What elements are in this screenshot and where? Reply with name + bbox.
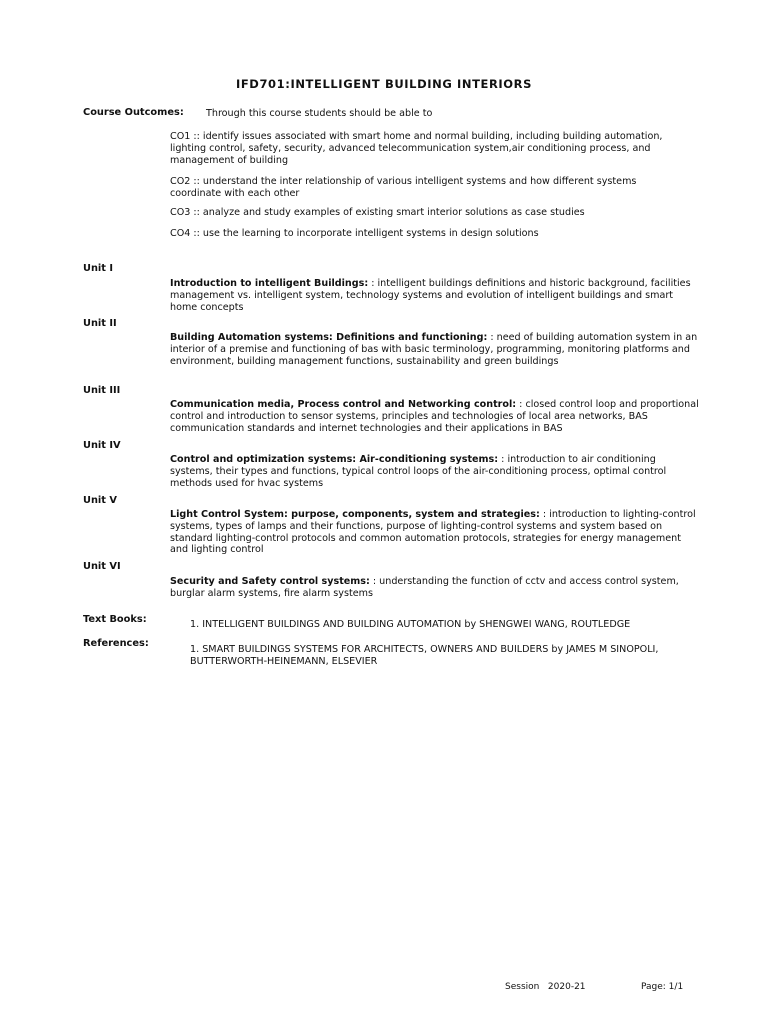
document-title: IFD701:INTELLIGENT BUILDING INTERIORS bbox=[235, 77, 533, 91]
unit-5-heading: Light Control System: purpose, components, system and strategies: bbox=[170, 509, 540, 520]
unit-5-text: : introduction to lighting-control systems, types of lamps and their functions, purpose of lighting-control systems and system based on standard lighting-control protocols and common automation protocols, strategies for energy management and lighting control bbox=[170, 509, 696, 556]
unit-3-label: Unit III bbox=[83, 385, 121, 396]
unit-3-body bbox=[170, 399, 700, 434]
unit-6-text: : understanding the function of cctv and access control system, burglar alarm systems, fire alarm systems bbox=[170, 576, 679, 599]
unit-4-body bbox=[170, 454, 700, 489]
course-outcome-2: CO2 :: understand the inter relationship of various intelligent systems and how different systems coordinate with each other bbox=[170, 176, 637, 199]
unit-4-label: Unit IV bbox=[83, 440, 121, 451]
unit-1-heading: Introduction to intelligent Buildings: bbox=[170, 278, 369, 289]
course-outcome-4: CO4 :: use the learning to incorporate intelligent systems in design solutions bbox=[170, 228, 539, 239]
course-outcomes-intro: Through this course students should be able to bbox=[206, 108, 433, 119]
unit-4-heading: Control and optimization systems: Air-conditioning systems: bbox=[170, 454, 499, 465]
text-books-label: Text Books: bbox=[83, 614, 147, 625]
text-book-1: 1. INTELLIGENT BUILDINGS AND BUILDING AUTOMATION by SHENGWEI WANG, ROUTLEDGE bbox=[190, 619, 631, 630]
unit-2-label: Unit II bbox=[83, 318, 117, 329]
course-outcomes-label: Course Outcomes: bbox=[83, 107, 184, 118]
unit-1-label: Unit I bbox=[83, 263, 114, 274]
unit-6-heading: Security and Safety control systems: bbox=[170, 576, 370, 587]
references-label: References: bbox=[83, 638, 149, 649]
course-outcome-1: CO1 :: identify issues associated with smart home and normal building, including building automation, lighting control, safety, security, advanced telecommunication system,air conditioning process, and management of building bbox=[170, 131, 663, 166]
unit-5-body bbox=[170, 509, 700, 556]
unit-6-label: Unit VI bbox=[83, 561, 121, 572]
unit-2-body bbox=[170, 332, 700, 367]
unit-3-heading: Communication media, Process control and Networking control: bbox=[170, 399, 517, 410]
unit-5-label: Unit V bbox=[83, 495, 117, 506]
unit-2-heading: Building Automation systems: Definitions and functioning: bbox=[170, 332, 488, 343]
unit-2-text: : need of building automation system in an interior of a premise and functioning of bas with basic terminology, programming, monitoring platforms and environment, building management functions, sustainability and green buildings bbox=[170, 332, 698, 367]
unit-6-body bbox=[170, 576, 700, 600]
unit-1-text: : intelligent buildings definitions and historic background, facilities management vs. intelligent system, technology systems and evolution of intelligent buildings and smart home concepts bbox=[170, 278, 691, 313]
reference-1: 1. SMART BUILDINGS SYSTEMS FOR ARCHITECTS, OWNERS AND BUILDERS by JAMES M SINOPOLI, BUTTERWORTH-HEINEMANN, ELSEVIER bbox=[190, 644, 659, 667]
footer-session: Session 2020-21 bbox=[505, 982, 586, 992]
unit-1-body bbox=[170, 278, 700, 313]
unit-4-text: : introduction to air conditioning systems, their types and functions, typical control loops of the air-conditioning process, optimal control methods used for hvac systems bbox=[170, 454, 667, 489]
course-outcome-3: CO3 :: analyze and study examples of existing smart interior solutions as case studies bbox=[170, 207, 585, 218]
footer-page: Page: 1/1 bbox=[641, 982, 684, 992]
unit-3-text: : closed control loop and proportional control and introduction to sensor systems, principles and technologies of local area networks, BAS communication standards and internet technologies and their applications in BAS bbox=[170, 399, 699, 434]
